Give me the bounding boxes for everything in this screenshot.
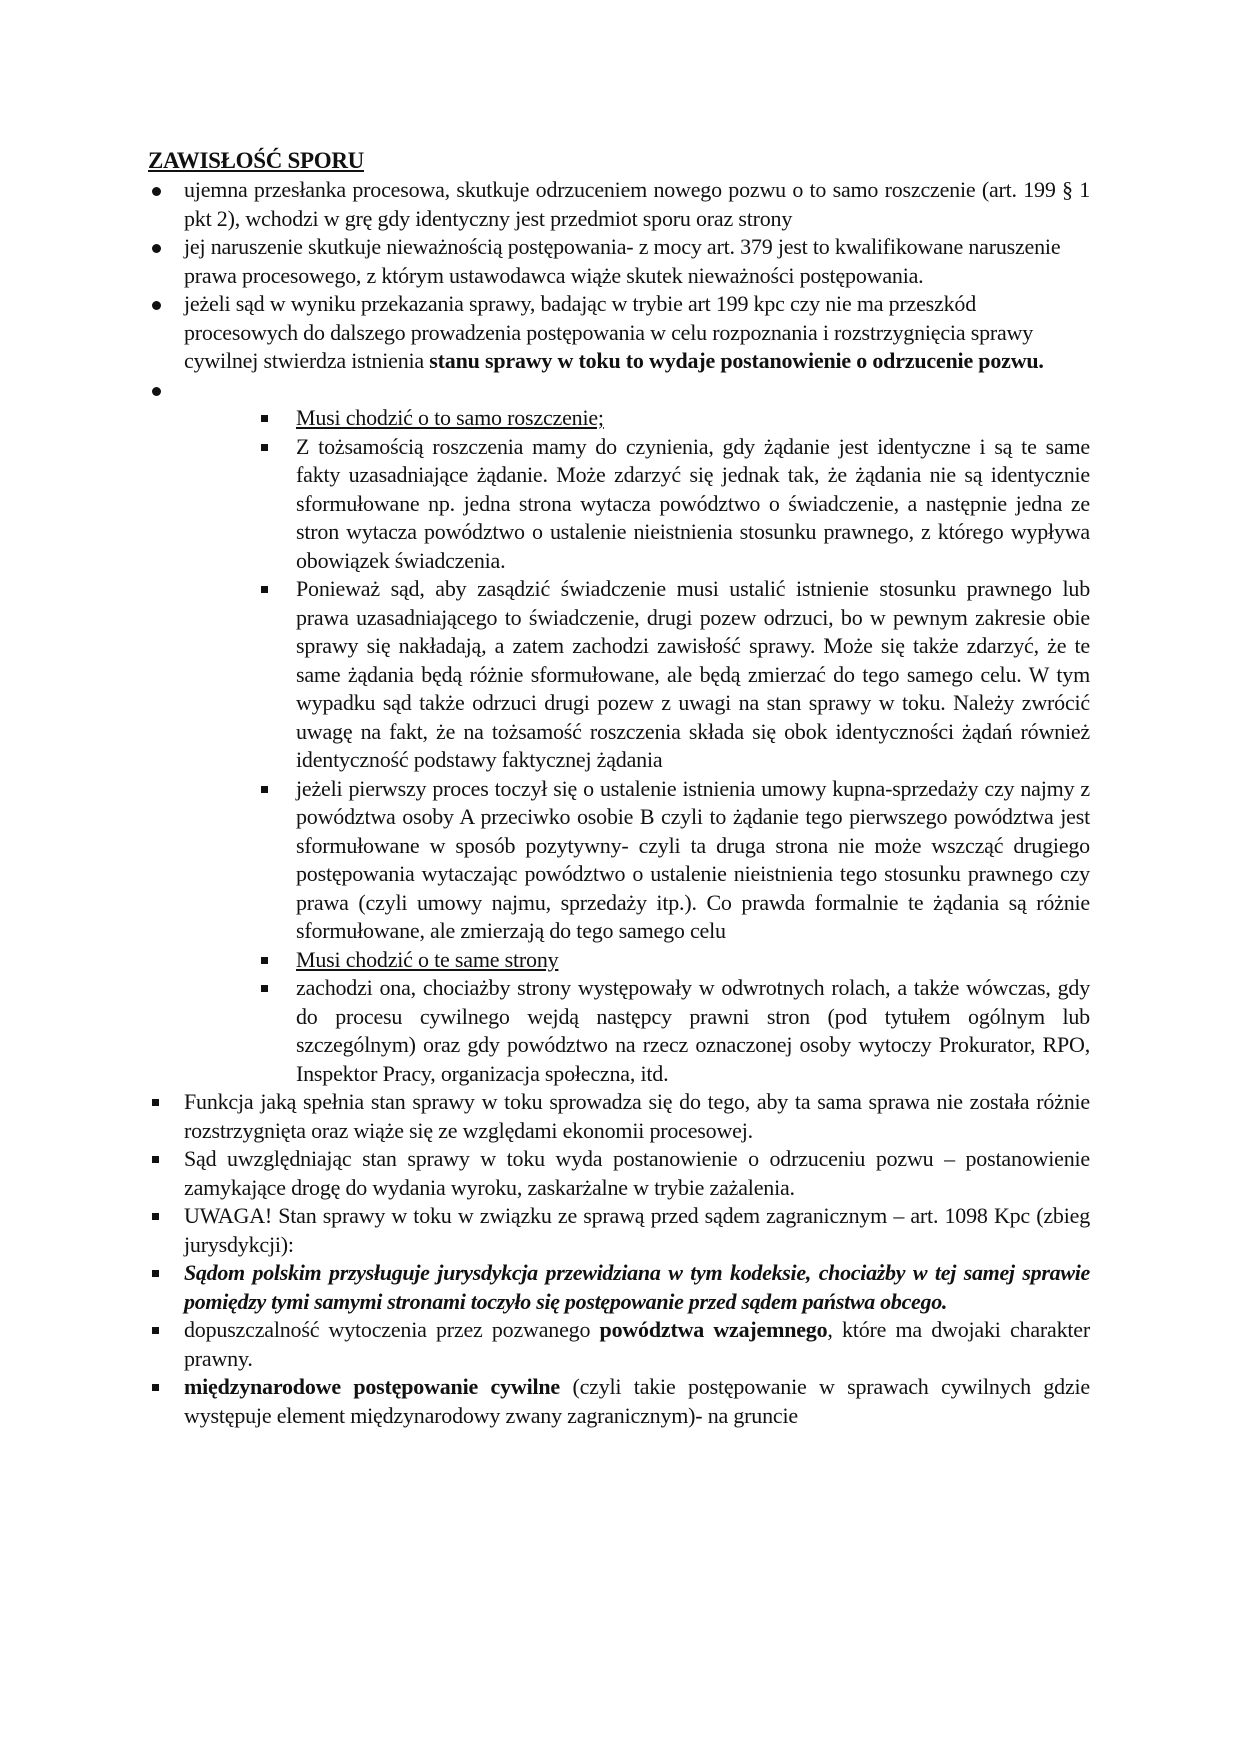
list-item bbox=[148, 1259, 1090, 1316]
square-bullet-icon bbox=[152, 1270, 159, 1277]
nested-list-item: Z tożsamością roszczenia mamy do czynienia, gdy żądanie jest identyczne i są te same fakty uzasadniające żądanie. Może zdarzyć się jednak tak, że żądania nie są identycznie sformułowane np. jedna strona wytacza powództwo o świadczenie, a następnie jedna ze stron wytacza powództwo o ustalenie nieistnienia stosunku prawnego, z którego wypływa obowiązek świadczenia. bbox=[148, 433, 1090, 576]
subheading: Musi chodzić o to samo roszczenie; bbox=[296, 405, 604, 430]
bold-phrase: międzynarodowe postępowanie cywilne bbox=[184, 1374, 560, 1399]
nested-list-item: zachodzi ona, chociażby strony występowały w odwrotnych rolach, a także wówczas, gdy do procesu cywilnego wejdą następcy prawni stron (pod tytułem ogólnym lub szczególnym) oraz gdy powództwo na rzecz oznaczonej osoby wytoczy Prokurator, RPO, Inspektor Pracy, organizacja społeczna, itd. bbox=[148, 974, 1090, 1088]
nested-list-item bbox=[148, 946, 1090, 975]
square-bullet-icon bbox=[261, 586, 268, 593]
square-bullet-icon bbox=[152, 1099, 159, 1106]
list-item: jeżeli sąd w wyniku przekazania sprawy, badając w trybie art 199 kpc czy nie ma przeszkód procesowych do dalszego prowadzenia postępowania w celu rozpoznania i rozstrzygnięcia sprawy cywilnej stwierdza istnienia stanu sprawy w toku to wydaje postanowienie o odrzucenie pozwu. bbox=[148, 290, 1090, 376]
square-bullet-icon bbox=[152, 1156, 159, 1163]
list-item: międzynarodowe postępowanie cywilne (czyli takie postępowanie w sprawach cywilnych gdzie występuje element międzynarodowy zwany zagranicznym)- na gruncie bbox=[148, 1373, 1090, 1430]
nested-list bbox=[148, 404, 1090, 1088]
square-bullet-icon bbox=[261, 415, 268, 422]
square-bullet-icon bbox=[261, 444, 268, 451]
main-list-continued bbox=[148, 1088, 1090, 1430]
nested-list-item: Ponieważ sąd, aby zasądzić świadczenie musi ustalić istnienie stosunku prawnego lub prawa uzasadniającego to świadczenie, drugi pozew odrzuci, bo w pewnym zakresie obie sprawy się nakładają, a zatem zachodzi zawisłość sprawy. Może się także zdarzyć, że te same żądania będą różnie sformułowane, ale będą zmierzać do tego samego celu. W tym wypadku sąd także odrzuci drugi pozew z uwagi na stan sprawy w toku. Należy zwrócić uwagę na fakt, że na tożsamość roszczenia składa się obok identyczności żądań również identyczność podstawy faktycznej żądania bbox=[148, 575, 1090, 775]
list-item: Sąd uwzględniając stan sprawy w toku wyda postanowienie o odrzuceniu pozwu – postanowienie zamykające drogę do wydania wyroku, zaskarżalne w trybie zażalenia. bbox=[148, 1145, 1090, 1202]
round-bullet-icon bbox=[152, 387, 161, 396]
square-bullet-icon bbox=[261, 786, 268, 793]
square-bullet-icon bbox=[152, 1384, 159, 1391]
bold-phrase: powództwa wzajemnego bbox=[599, 1317, 828, 1342]
nested-list-item: jeżeli pierwszy proces toczył się o ustalenie istnienia umowy kupna-sprzedaży czy najmy z powództwa osoby A przeciwko osobie B czyli to żądanie tego pierwszego powództwa jest sformułowane w sposób pozytywny- czyli ta druga strona nie może wszcząć drugiego postępowania wytaczając powództwo o ustalenie nieistnienia tego stosunku prawnego czy prawa (czyli umowy najmu, sprzedaży itp.). Co prawda formalnie te żądania są różnie sformułowane, ale zmierzają do tego samego celu bbox=[148, 775, 1090, 946]
document-page bbox=[148, 146, 1090, 1430]
square-bullet-icon bbox=[261, 985, 268, 992]
list-item: Funkcja jaką spełnia stan sprawy w toku sprowadza się do tego, aby ta sama sprawa nie została różnie rozstrzygnięta oraz wiąże się ze względami ekonomii procesowej. bbox=[148, 1088, 1090, 1145]
subheading: Musi chodzić o te same strony bbox=[296, 946, 559, 972]
list-item: ujemna przesłanka procesowa, skutkuje odrzuceniem nowego pozwu o to samo roszczenie (art. 199 § 1 pkt 2), wchodzi w grę gdy identyczny jest przedmiot sporu oraz strony bbox=[148, 176, 1090, 233]
list-item: UWAGA! Stan sprawy w toku w związku ze sprawą przed sądem zagranicznym – art. 1098 Kpc (zbieg jurysdykcji): bbox=[148, 1202, 1090, 1259]
list-item: dopuszczalność wytoczenia przez pozwanego powództwa wzajemnego, które ma dwojaki charakter prawny. bbox=[148, 1316, 1090, 1373]
square-bullet-icon bbox=[152, 1213, 159, 1220]
quoted-statute: Sądom polskim przysługuje jurysdykcja przewidziana w tym kodeksie, chociażby w tej samej sprawie pomiędzy tymi samymi stronami toczyło się postępowanie przed sądem państwa obcego. bbox=[184, 1260, 1090, 1314]
list-item: jej naruszenie skutkuje nieważnością postępowania- z mocy art. 379 jest to kwalifikowane naruszenie prawa procesowego, z którym ustawodawca wiąże skutek nieważności postępowania. bbox=[148, 233, 1090, 290]
main-list bbox=[148, 176, 1090, 404]
round-bullet-icon bbox=[152, 244, 161, 253]
bold-phrase: stanu sprawy w toku to wydaje postanowienie o odrzucenie pozwu. bbox=[429, 348, 1044, 373]
nested-list-item bbox=[148, 404, 1090, 433]
round-bullet-icon bbox=[152, 187, 161, 196]
round-bullet-icon bbox=[152, 301, 161, 310]
list-item-empty bbox=[148, 376, 1090, 405]
square-bullet-icon bbox=[261, 957, 268, 964]
square-bullet-icon bbox=[152, 1327, 159, 1334]
document-title: ZAWISŁOŚĆ SPORU bbox=[148, 148, 364, 173]
